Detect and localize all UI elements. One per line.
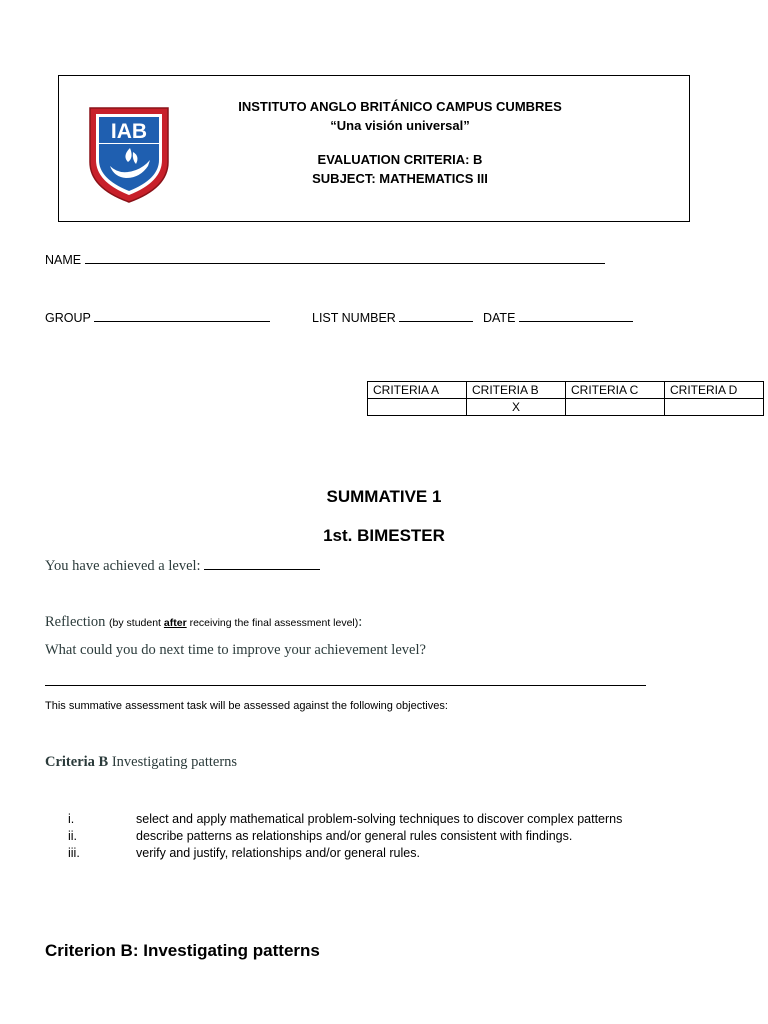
achievement-label: You have achieved a level:: [45, 558, 201, 574]
objectives-intro: This summative assessment task will be assessed against the following objectives:: [45, 700, 448, 712]
criteria-c-header: CRITERIA C: [566, 382, 665, 399]
criteria-b-header: CRITERIA B: [467, 382, 566, 399]
name-label: NAME: [45, 253, 82, 267]
objective-number: ii.: [68, 829, 78, 843]
list-item: [68, 811, 622, 828]
criteria-header-row: [368, 382, 764, 399]
evaluation-criteria: EVALUATION CRITERIA: B: [317, 152, 483, 167]
criteria-table: [367, 381, 764, 416]
group-line[interactable]: [94, 310, 270, 322]
criteria-a-mark[interactable]: [368, 399, 467, 416]
criteria-b-mark[interactable]: X: [467, 399, 566, 416]
list-number-line[interactable]: [399, 310, 473, 322]
group-field[interactable]: [45, 310, 270, 326]
criteria-c-mark[interactable]: [566, 399, 665, 416]
list-item: [68, 845, 622, 862]
logo-text: IAB: [110, 120, 148, 143]
reflection-colon: :: [358, 614, 363, 630]
date-label: DATE: [483, 311, 516, 325]
objective-text: verify and justify, relationships and/or general rules.: [136, 846, 420, 860]
reflection-note-suffix: receiving the final assessment level): [186, 617, 359, 629]
list-number-label: LIST NUMBER: [312, 311, 396, 325]
bimester-title: 1st. BIMESTER: [323, 526, 445, 545]
reflection-note-prefix: (by student: [109, 617, 164, 629]
objective-text: describe patterns as relationships and/or general rules consistent with findings.: [136, 829, 573, 843]
criteria-a-header: CRITERIA A: [368, 382, 467, 399]
date-line[interactable]: [519, 310, 633, 322]
reflection-label: Reflection: [45, 614, 106, 630]
criteria-d-header: CRITERIA D: [665, 382, 764, 399]
date-field[interactable]: [483, 310, 633, 326]
reflection-answer-line[interactable]: [45, 685, 646, 686]
summative-title: SUMMATIVE 1: [326, 487, 442, 506]
objective-number: i.: [68, 812, 75, 826]
achievement-level: [45, 558, 320, 575]
objective-text: select and apply mathematical problem-solving techniques to discover complex patterns: [136, 812, 623, 826]
institute-motto: “Una visión universal”: [330, 118, 470, 133]
criteria-b-title: [45, 754, 237, 771]
objectives-list: [68, 811, 622, 862]
reflection-question: What could you do next time to improve your achievement level?: [45, 642, 426, 658]
institute-name: INSTITUTO ANGLO BRITÁNICO CAMPUS CUMBRES: [238, 99, 562, 114]
group-label: GROUP: [45, 311, 91, 325]
criteria-b-bold: Criteria B: [45, 754, 109, 770]
list-item: [68, 828, 622, 845]
criteria-d-mark[interactable]: [665, 399, 764, 416]
criteria-b-rest: Investigating patterns: [108, 754, 238, 770]
reflection-heading: [45, 614, 362, 631]
criterion-heading: Criterion B: Investigating patterns: [45, 941, 320, 960]
objective-number: iii.: [68, 846, 80, 860]
criteria-mark-row: [368, 399, 764, 416]
name-field[interactable]: [45, 252, 605, 268]
list-number-field[interactable]: [312, 310, 473, 326]
achievement-line[interactable]: [204, 558, 320, 570]
name-line[interactable]: [85, 252, 605, 264]
reflection-note-emphasis: after: [163, 617, 187, 629]
subject-title: SUBJECT: MATHEMATICS III: [312, 171, 488, 186]
